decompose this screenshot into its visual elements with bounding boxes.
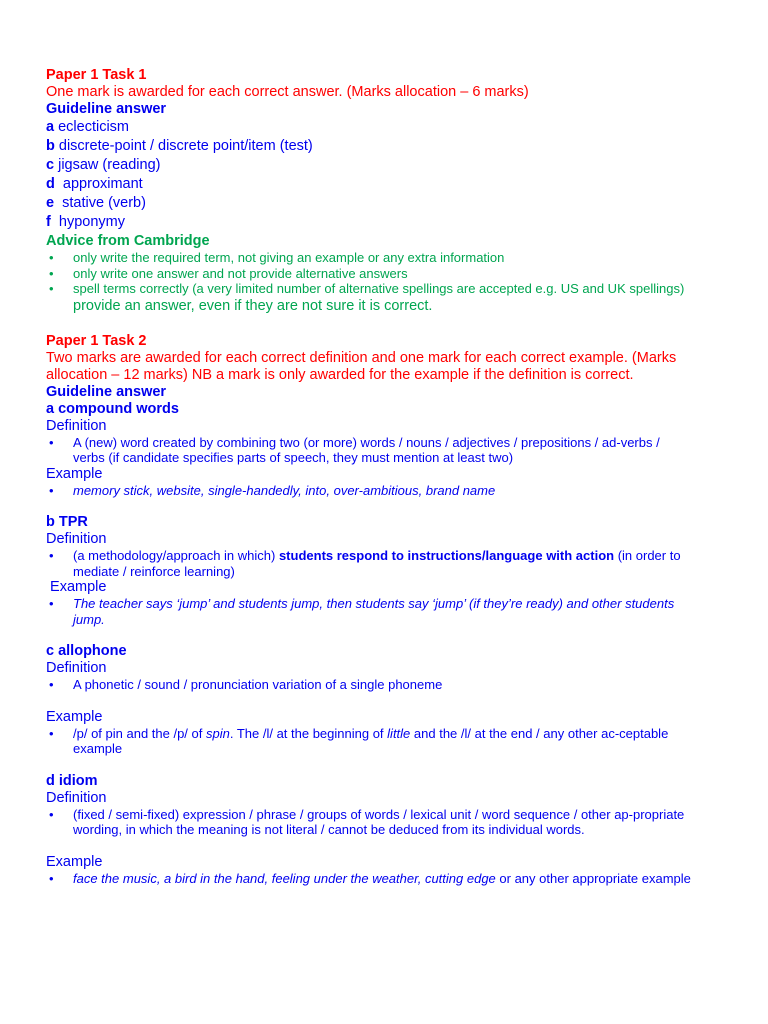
task2-guideline-heading: Guideline answer (46, 383, 167, 400)
example-italic-text: little (387, 725, 411, 741)
example-list-b (46, 596, 706, 627)
task2-marks-note: Two marks are awarded for each correct definition and one mark for each correct example. (Marks allocation – 12 marks) NB a mark is only awarded for the example if the definition is correct. (46, 349, 677, 383)
example-text: and the /l/ at the end / any other ac-ceptable example (73, 725, 669, 756)
definition-label: Definition (46, 789, 107, 806)
example-italic-text: spin (205, 725, 230, 741)
bullet-icon: • (49, 548, 54, 563)
advice-text: spell terms correctly (a very limited number of alternative spellings are accepted e.g. US and UK spellings) (73, 281, 685, 296)
bullet-icon: • (49, 870, 54, 886)
advice-item (46, 266, 706, 282)
task1-answer-c (46, 156, 706, 175)
answer-letter: e (46, 195, 55, 211)
advice-text: only write the required term, not giving an example or any extra information (73, 250, 505, 265)
bullet-icon: • (49, 482, 54, 498)
task1-answer-e (46, 194, 706, 213)
task1-guideline-heading: Guideline answer (46, 101, 167, 117)
task1-marks-note: One mark is awarded for each correct answer. (Marks allocation – 6 marks) (46, 84, 529, 100)
bullet-icon: • (49, 250, 54, 265)
task1-answer-d (46, 175, 706, 194)
bullet-icon: • (49, 725, 54, 741)
answer-letter: c (46, 157, 55, 173)
definition-text: (fixed / semi-fixed) expression / phrase / groups of words / lexical unit / word sequence / other ap-propriate wording, in which the meaning is not literal / cannot be deduced from its individual words. (73, 806, 685, 837)
definition-item (46, 677, 706, 693)
bullet-icon: • (49, 281, 54, 296)
answer-text: discrete-point / discrete point/item (test) (54, 138, 313, 154)
advice-item (46, 281, 706, 297)
example-item (46, 483, 706, 499)
example-label: Example (46, 708, 103, 725)
definition-label: Definition (46, 417, 107, 434)
example-list-c (46, 726, 706, 757)
task1-answer-list (46, 118, 706, 232)
bullet-icon: • (49, 677, 54, 692)
answer-text: eclecticism (54, 119, 130, 135)
answer-text: stative (verb) (54, 195, 146, 211)
definition-text: (in order to mediate / reinforce learning) (73, 548, 681, 579)
answer-letter: f (46, 214, 51, 230)
advice-text: only write one answer and not provide alternative answers (73, 265, 408, 281)
definition-item (46, 435, 673, 466)
answer-text: approximant (54, 176, 143, 192)
answer-text: hyponymy (50, 214, 125, 230)
example-label: Example (46, 853, 103, 870)
definition-list-c (46, 677, 706, 693)
example-list-a (46, 483, 706, 499)
definition-text: A phonetic / sound / pronunciation variation of a single phoneme (73, 677, 443, 692)
example-item (46, 726, 673, 757)
task1-answer-a (46, 118, 706, 137)
example-label: Example (46, 465, 103, 482)
example-text: . The /l/ at the beginning of (229, 725, 388, 741)
definition-list-a (46, 435, 706, 466)
document-page (46, 67, 706, 886)
definition-item (46, 548, 693, 579)
answer-letter: b (46, 138, 55, 154)
bullet-icon: • (49, 596, 54, 611)
example-text: memory stick, website, single-handedly, into, over-ambitious, brand name (73, 482, 496, 498)
definition-list-d (46, 807, 706, 838)
example-label: Example (46, 579, 107, 595)
task2-title: Paper 1 Task 2 (46, 332, 147, 349)
bullet-icon: • (49, 265, 54, 281)
term-heading-c: c allophone (46, 643, 127, 659)
task1-answer-b (46, 137, 706, 156)
term-heading-b: b TPR (46, 514, 88, 530)
answer-letter: d (46, 176, 55, 192)
example-item (46, 871, 698, 887)
example-text: /p/ of pin and the /p/ of (73, 725, 206, 741)
definition-label: Definition (46, 660, 107, 676)
definition-text: (a methodology/approach in which) (73, 548, 279, 563)
example-item (46, 596, 683, 627)
definition-text: A (new) word created by combining two (or more) words / nouns / adjectives / prepositions / ad-verbs / verbs (if candidate specifies parts of speech, they must mention at least two) (73, 434, 660, 465)
advice-item (46, 250, 706, 266)
example-text: The teacher says ‘jump’ and students jump, then students say ‘jump’ (if they’re ready) and other students jump. (73, 596, 675, 627)
example-list-d (46, 871, 706, 887)
task1-title: Paper 1 Task 1 (46, 67, 147, 83)
advice-heading: Advice from Cambridge (46, 233, 210, 249)
definition-bold-text: students respond to instructions/language with action (278, 548, 615, 563)
term-heading-a: a compound words (46, 400, 179, 417)
advice-extra: provide an answer, even if they are not sure it is correct. (73, 297, 433, 314)
example-text: or any other appropriate example (495, 870, 691, 886)
example-italic-text: face the music, a bird in the hand, feeling under the weather, cutting edge (73, 870, 496, 886)
definition-label: Definition (46, 531, 107, 547)
bullet-icon: • (49, 434, 54, 450)
answer-text: jigsaw (reading) (54, 157, 161, 173)
task1-answer-f (46, 213, 706, 232)
term-heading-d: d idiom (46, 772, 98, 789)
definition-item (46, 807, 698, 838)
answer-letter: a (46, 119, 55, 135)
advice-list (46, 250, 706, 297)
bullet-icon: • (49, 806, 54, 822)
definition-list-b (46, 548, 706, 579)
